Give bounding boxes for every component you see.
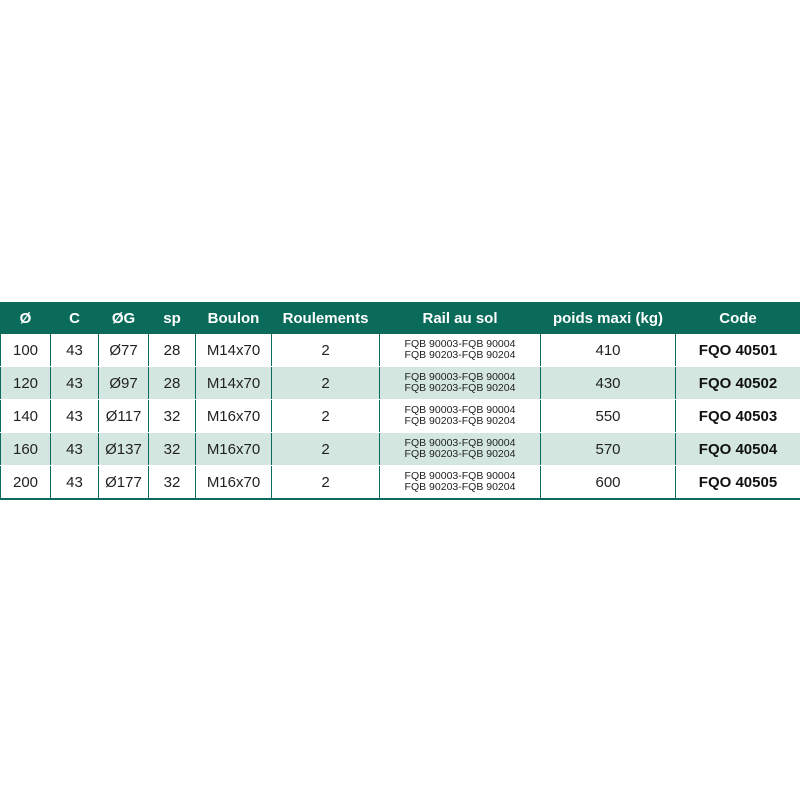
cell-rail-au-sol [380, 334, 541, 367]
cell-og: Ø117 [99, 400, 149, 433]
cell-diameter: 120 [1, 367, 51, 400]
header-og: ØG [99, 302, 149, 334]
cell-c: 43 [51, 400, 99, 433]
cell-og: Ø77 [99, 334, 149, 367]
cell-boulon: M16x70 [196, 466, 272, 500]
cell-c: 43 [51, 466, 99, 500]
cell-diameter: 200 [1, 466, 51, 500]
cell-poids-maxi: 600 [541, 466, 676, 500]
table-row [1, 433, 800, 466]
cell-c: 43 [51, 367, 99, 400]
cell-sp: 32 [149, 400, 196, 433]
cell-poids-maxi: 570 [541, 433, 676, 466]
cell-roulements: 2 [272, 400, 380, 433]
cell-c: 43 [51, 334, 99, 367]
cell-poids-maxi: 550 [541, 400, 676, 433]
cell-og: Ø97 [99, 367, 149, 400]
header-roulements: Roulements [272, 302, 380, 334]
rail-line-2: FQB 90203-FQB 90204 [404, 382, 516, 394]
rail-line-1: FQB 90003-FQB 90004 [404, 437, 516, 449]
cell-og: Ø177 [99, 466, 149, 500]
cell-og: Ø137 [99, 433, 149, 466]
cell-boulon: M16x70 [196, 400, 272, 433]
cell-code: FQO 40505 [676, 466, 800, 500]
rail-line-1: FQB 90003-FQB 90004 [404, 371, 516, 383]
cell-sp: 32 [149, 466, 196, 500]
rail-line-2: FQB 90203-FQB 90204 [404, 349, 516, 361]
cell-code: FQO 40504 [676, 433, 800, 466]
rail-line-1: FQB 90003-FQB 90004 [404, 404, 516, 416]
spec-table-container [0, 302, 800, 500]
cell-sp: 28 [149, 367, 196, 400]
cell-rail-au-sol [380, 400, 541, 433]
cell-boulon: M14x70 [196, 367, 272, 400]
cell-boulon: M16x70 [196, 433, 272, 466]
cell-roulements: 2 [272, 466, 380, 500]
cell-code: FQO 40503 [676, 400, 800, 433]
cell-diameter: 160 [1, 433, 51, 466]
header-poids-maxi: poids maxi (kg) [541, 302, 676, 334]
cell-roulements: 2 [272, 367, 380, 400]
cell-rail-au-sol [380, 433, 541, 466]
table-row [1, 400, 800, 433]
rail-line-2: FQB 90203-FQB 90204 [404, 415, 516, 427]
cell-code: FQO 40501 [676, 334, 800, 367]
cell-roulements: 2 [272, 433, 380, 466]
table-header-row [1, 302, 800, 334]
header-diameter: Ø [1, 302, 51, 334]
rail-line-2: FQB 90203-FQB 90204 [404, 481, 516, 493]
cell-diameter: 140 [1, 400, 51, 433]
cell-poids-maxi: 410 [541, 334, 676, 367]
table-row [1, 334, 800, 367]
header-boulon: Boulon [196, 302, 272, 334]
cell-diameter: 100 [1, 334, 51, 367]
table-row [1, 466, 800, 500]
cell-sp: 32 [149, 433, 196, 466]
header-rail-au-sol: Rail au sol [380, 302, 541, 334]
cell-poids-maxi: 430 [541, 367, 676, 400]
rail-line-1: FQB 90003-FQB 90004 [404, 338, 516, 350]
header-c: C [51, 302, 99, 334]
cell-rail-au-sol [380, 466, 541, 500]
rail-line-2: FQB 90203-FQB 90204 [404, 448, 516, 460]
spec-table [0, 302, 800, 500]
cell-code: FQO 40502 [676, 367, 800, 400]
cell-roulements: 2 [272, 334, 380, 367]
table-row [1, 367, 800, 400]
header-sp: sp [149, 302, 196, 334]
rail-line-1: FQB 90003-FQB 90004 [404, 470, 516, 482]
cell-rail-au-sol [380, 367, 541, 400]
header-code: Code [676, 302, 800, 334]
cell-sp: 28 [149, 334, 196, 367]
cell-c: 43 [51, 433, 99, 466]
cell-boulon: M14x70 [196, 334, 272, 367]
